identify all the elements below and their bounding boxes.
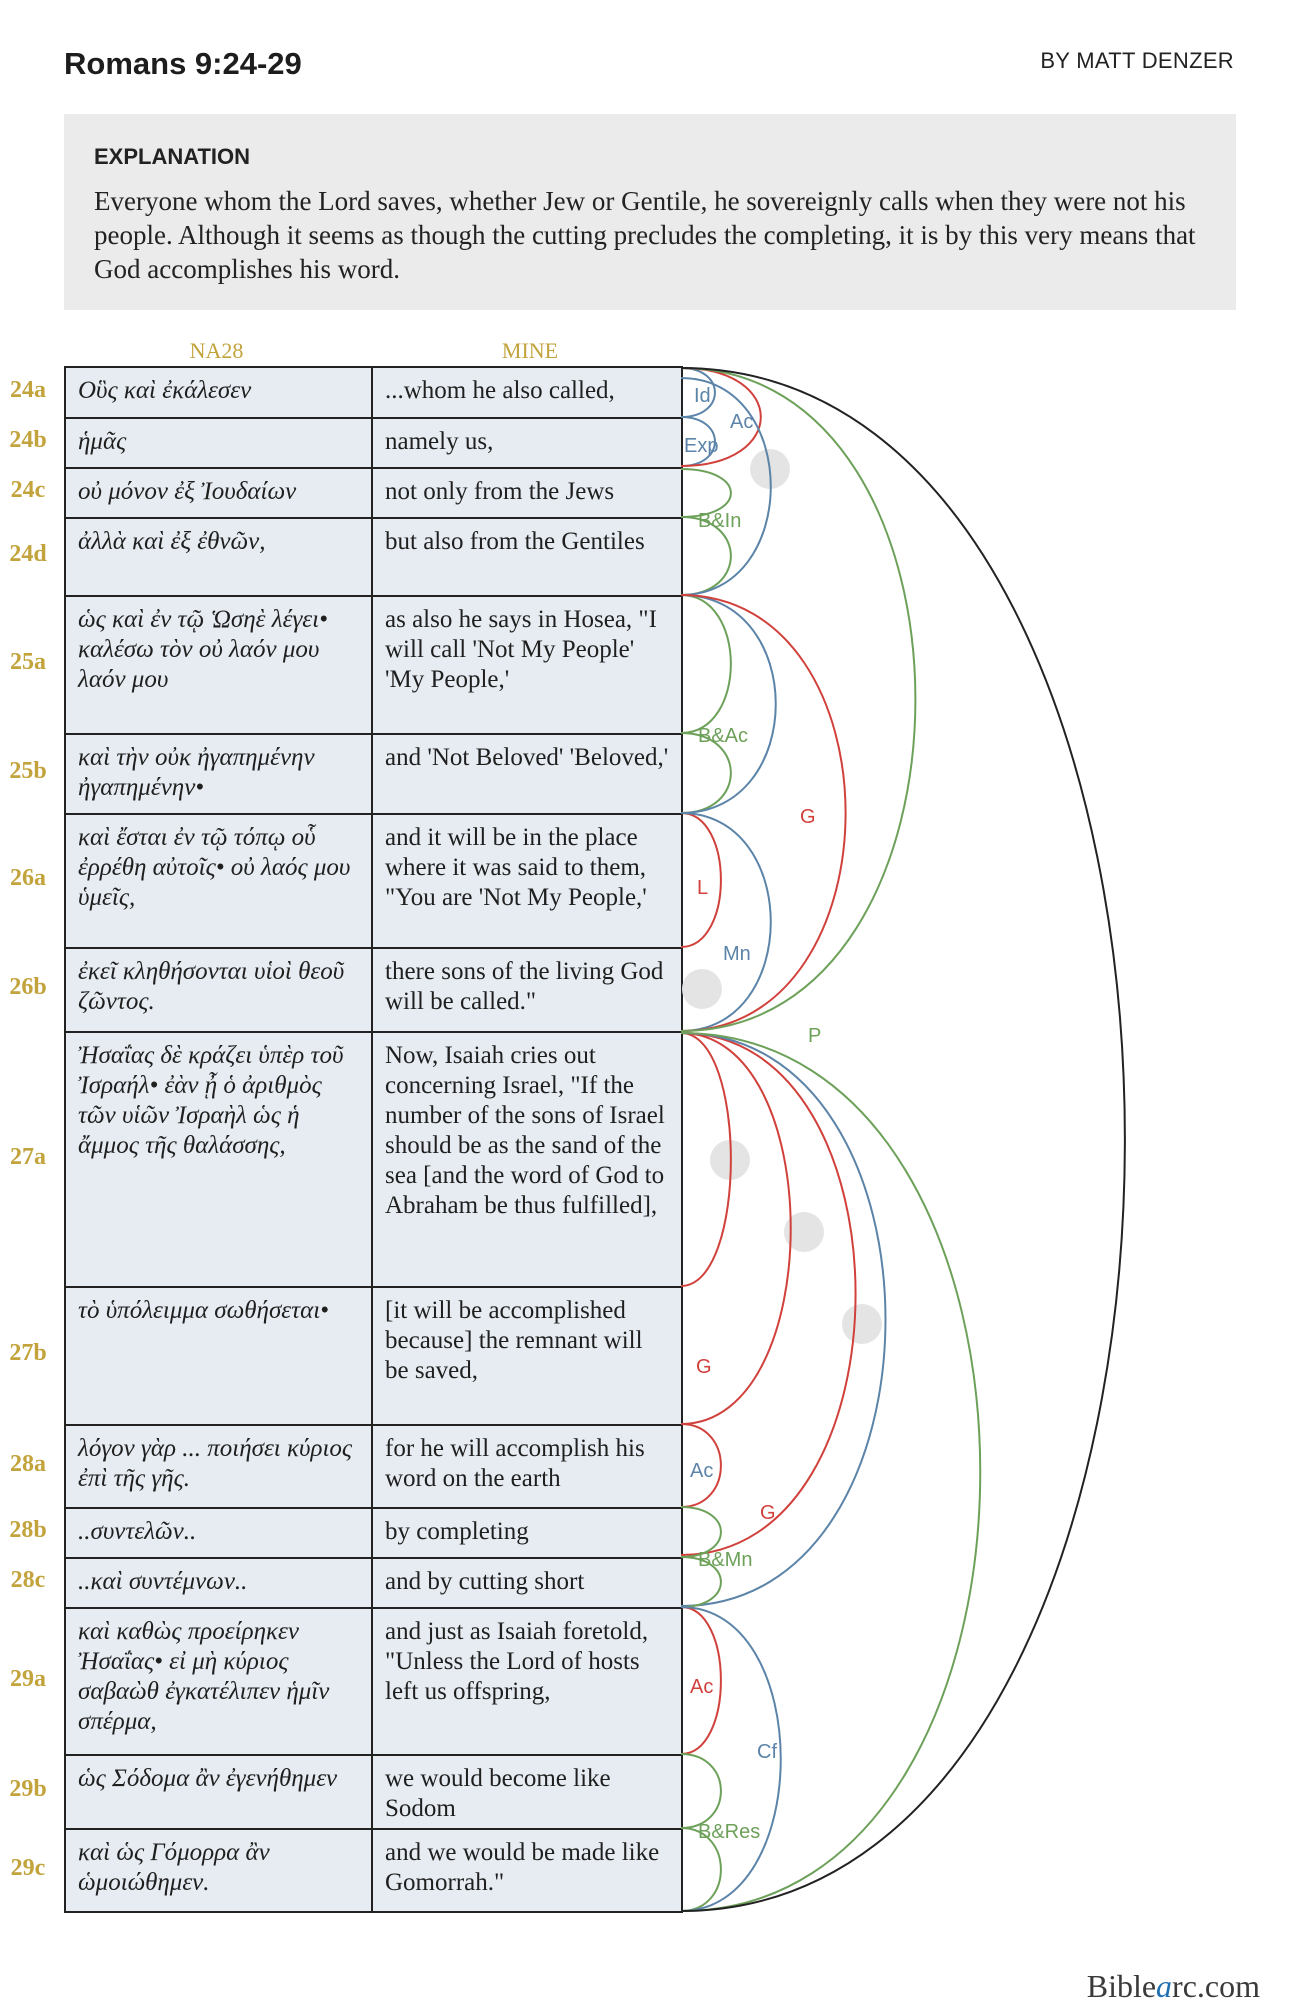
verse-ref-29b: 29b bbox=[9, 1776, 47, 1802]
verse-ref-28b: 28b bbox=[9, 1517, 47, 1543]
page-title: Romans 9:24-29 bbox=[64, 46, 302, 81]
english-cell-26a[interactable]: and it will be in the place where it was said to them, "You are 'Not My People,' bbox=[371, 813, 683, 949]
english-cell-29c[interactable]: and we would be made like Gomorrah." bbox=[371, 1828, 683, 1913]
column-header-mine: MINE bbox=[501, 338, 559, 363]
collapse-dot[interactable] bbox=[682, 969, 722, 1009]
relation-label[interactable]: G bbox=[800, 806, 816, 828]
greek-cell-25a[interactable]: ὡς καὶ ἐν τῷ Ὡσηὲ λέγει• καλέσω τὸν οὐ λαόν μου λαόν μου bbox=[64, 595, 373, 735]
greek-cell-29b[interactable]: ὡς Σόδομα ἂν ἐγενήθημεν bbox=[64, 1754, 373, 1830]
verse-ref-28a: 28a bbox=[10, 1450, 46, 1477]
arc-25a[interactable] bbox=[681, 595, 731, 733]
verse-ref-26a: 26a bbox=[10, 865, 46, 891]
relation-label[interactable]: G bbox=[760, 1502, 776, 1524]
english-cell-24b[interactable]: namely us, bbox=[371, 417, 683, 469]
collapse-dot[interactable] bbox=[842, 1304, 882, 1344]
english-cell-24d[interactable]: but also from the Gentiles bbox=[371, 517, 683, 597]
greek-cell-27b[interactable]: τὸ ὑπόλειμμα σωθήσεται• bbox=[64, 1286, 373, 1426]
english-cell-29a[interactable]: and just as Isaiah foretold, "Unless the Lord of hosts left us offspring, bbox=[371, 1607, 683, 1756]
english-cell-28b[interactable]: by completing bbox=[371, 1507, 683, 1559]
relation-label[interactable]: Ac bbox=[690, 1676, 714, 1698]
relation-label[interactable]: B&In bbox=[698, 510, 742, 532]
verse-ref-24b: 24b bbox=[9, 427, 47, 453]
english-cell-27a[interactable]: Now, Isaiah cries out concerning Israel, "If the number of the sons of Israel should be as the sand of the sea [and the word of God to Abraham be thus fulfilled], bbox=[371, 1031, 683, 1288]
relation-label[interactable]: B&Res bbox=[698, 1821, 761, 1843]
greek-cell-24d[interactable]: ἀλλὰ καὶ ἐξ ἐθνῶν, bbox=[64, 517, 373, 597]
arc-whole[interactable] bbox=[681, 368, 1125, 1911]
relation-label[interactable]: B&Mn bbox=[698, 1549, 753, 1571]
greek-cell-28c[interactable]: ..καὶ συντέμνων.. bbox=[64, 1557, 373, 1609]
greek-cell-28b[interactable]: ..συντελῶν.. bbox=[64, 1507, 373, 1559]
arc-24-26[interactable] bbox=[681, 368, 915, 1031]
verse-ref-27a: 27a bbox=[10, 1143, 46, 1170]
explanation-text: Everyone whom the Lord saves, whether Jew or Gentile, he sovereignly calls when they were not his people. Although it seems as though the cutting precludes the completing, it is by this very means that God accomplishes his word. bbox=[94, 186, 1196, 284]
arc-25ab[interactable] bbox=[681, 595, 776, 813]
greek-cell-28a[interactable]: λόγον γὰρ ... ποιήσει κύριος ἐπὶ τῆς γῆς. bbox=[64, 1424, 373, 1509]
arc-29b[interactable] bbox=[681, 1754, 721, 1828]
verse-ref-24a: 24a bbox=[10, 376, 46, 403]
english-cell-26b[interactable]: there sons of the living God will be called." bbox=[371, 947, 683, 1033]
relation-label[interactable]: Cf bbox=[757, 1741, 777, 1763]
english-cell-28c[interactable]: and by cutting short bbox=[371, 1557, 683, 1609]
english-cell-25b[interactable]: and 'Not Beloved' 'Beloved,' bbox=[371, 733, 683, 815]
english-cell-24a[interactable]: ...whom he also called, bbox=[371, 366, 683, 419]
english-cell-25a[interactable]: as also he says in Hosea, "I will call 'Not My People' 'My People,' bbox=[371, 595, 683, 735]
greek-cell-25b[interactable]: καὶ τὴν οὐκ ἠγαπημένην ἠγαπημένην• bbox=[64, 733, 373, 815]
explanation-heading: EXPLANATION bbox=[94, 144, 251, 169]
greek-cell-29c[interactable]: καὶ ὡς Γόμορρα ἂν ὡμοιώθημεν. bbox=[64, 1828, 373, 1913]
biblearc-logo[interactable] bbox=[1087, 1968, 1260, 2004]
greek-cell-26b[interactable]: ἐκεῖ κληθήσονται υἱοὶ θεοῦ ζῶντος. bbox=[64, 947, 373, 1033]
relation-label[interactable]: Ac bbox=[730, 411, 754, 433]
relation-label[interactable]: Ac bbox=[690, 1460, 714, 1482]
verse-ref-28c: 28c bbox=[10, 1567, 46, 1593]
verse-ref-24c: 24c bbox=[10, 477, 46, 503]
relation-label[interactable]: P bbox=[808, 1025, 822, 1047]
verse-ref-29c: 29c bbox=[10, 1854, 46, 1881]
english-cell-24c[interactable]: not only from the Jews bbox=[371, 467, 683, 519]
greek-cell-26a[interactable]: καὶ ἔσται ἐν τῷ τόπῳ οὗ ἐρρέθη αὐτοῖς• οὐ λαός μου ὑμεῖς, bbox=[64, 813, 373, 949]
greek-cell-29a[interactable]: καὶ καθὼς προείρηκεν Ἠσαΐας• εἰ μὴ κύριος σαβαὼθ ἐγκατέλιπεν ἡμῖν σπέρμα, bbox=[64, 1607, 373, 1756]
greek-cell-24a[interactable]: Οὓς καὶ ἐκάλεσεν bbox=[64, 366, 373, 419]
english-cell-28a[interactable]: for he will accomplish his word on the earth bbox=[371, 1424, 683, 1509]
column-header-na28: NA28 bbox=[189, 338, 244, 363]
greek-cell-24c[interactable]: οὐ μόνον ἐξ Ἰουδαίων bbox=[64, 467, 373, 519]
logo-rest: rc.com bbox=[1172, 1968, 1260, 2004]
greek-cell-27a[interactable]: Ἠσαΐας δὲ κράζει ὑπὲρ τοῦ Ἰσραήλ• ἐὰν ᾖ ὁ ἀριθμὸς τῶν υἱῶν Ἰσραὴλ ὡς ἡ ἄμμος τῆς θαλάσσης, bbox=[64, 1031, 373, 1288]
verse-ref-24d: 24d bbox=[9, 541, 47, 567]
greek-cell-24b[interactable]: ἡμᾶς bbox=[64, 417, 373, 469]
verse-ref-25b: 25b bbox=[9, 758, 47, 784]
relation-label[interactable]: B&Ac bbox=[698, 725, 749, 747]
verse-ref-29a: 29a bbox=[10, 1665, 46, 1692]
english-cell-29b[interactable]: we would become like Sodom bbox=[371, 1754, 683, 1830]
verse-ref-25a: 25a bbox=[10, 649, 46, 675]
logo-accent: a bbox=[1156, 1968, 1173, 2004]
relation-label[interactable]: Exp bbox=[684, 435, 719, 457]
arc-24cd[interactable] bbox=[681, 378, 771, 595]
english-cell-27b[interactable]: [it will be accomplished because] the remnant will be saved, bbox=[371, 1286, 683, 1426]
relation-label[interactable]: L bbox=[697, 877, 709, 899]
author-byline: BY MATT DENZER bbox=[1040, 48, 1234, 73]
relation-label[interactable]: Id bbox=[694, 385, 711, 407]
logo-main: Bible bbox=[1086, 1968, 1157, 2004]
verse-ref-27b: 27b bbox=[9, 1340, 47, 1366]
relation-label[interactable]: G bbox=[696, 1356, 712, 1378]
verse-ref-26b: 26b bbox=[9, 974, 47, 1000]
relation-label[interactable]: Mn bbox=[723, 943, 751, 965]
